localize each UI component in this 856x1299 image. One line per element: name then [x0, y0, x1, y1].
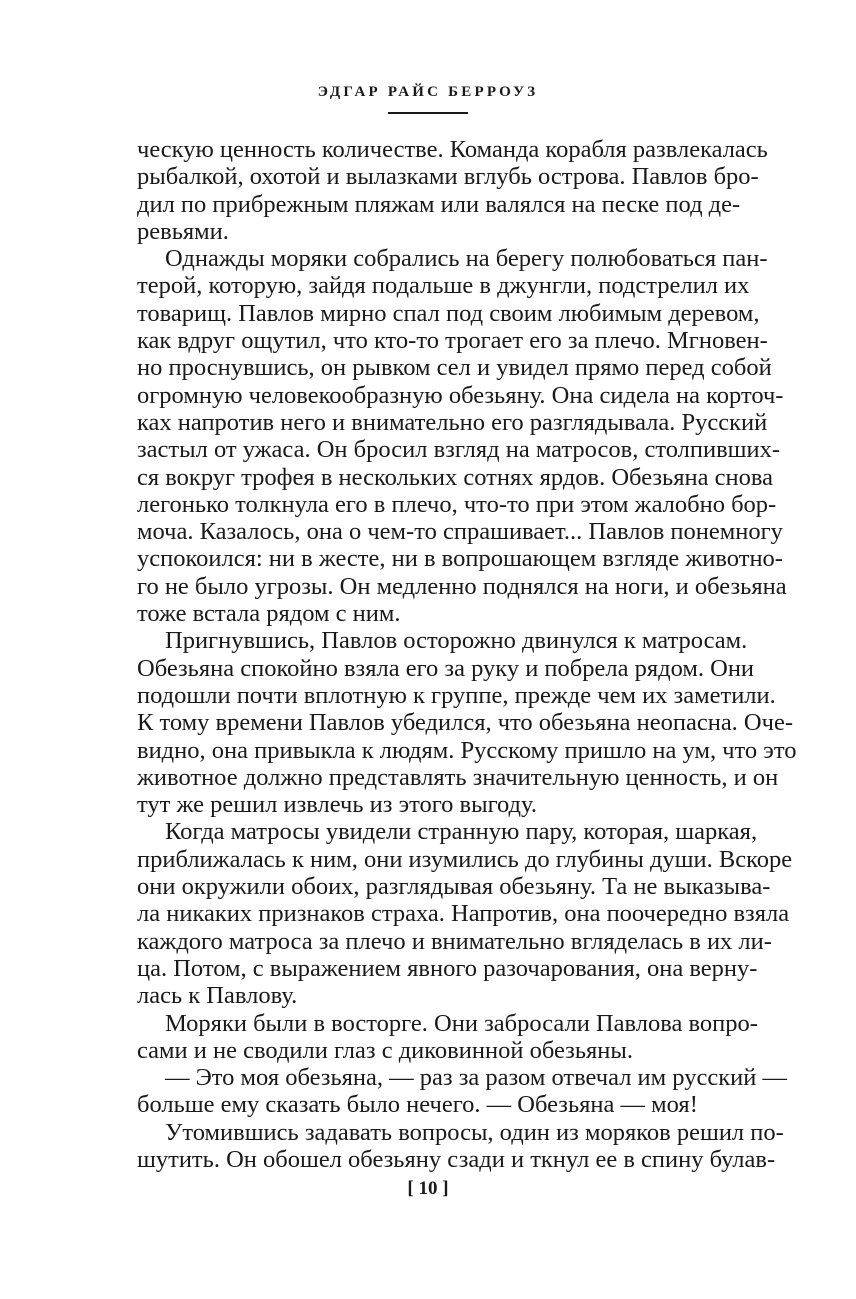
text-line: каждого матроса за плечо и внимательно вгляделась в их ли-: [137, 927, 772, 955]
text-line: больше ему сказать было нечего. — Обезьяна — моя!: [137, 1091, 698, 1119]
text-line: ца. Потом, с выражением явного разочарования, она верну-: [137, 954, 758, 982]
text-line: Однажды моряки собрались на берегу полюбоваться пан-: [165, 245, 768, 273]
text-line: они окружили обоих, разглядывая обезьяну. Та не выказыва-: [137, 873, 771, 901]
text-line: легонько толкнула его в плечо, что-то при этом жалобно бор-: [137, 490, 777, 518]
running-head-author: ЭДГАР РАЙС БЕРРОУЗ: [317, 84, 539, 100]
text-line: шутить. Он обошел обезьяну сзади и ткнул ее в спину булав-: [137, 1145, 776, 1173]
text-line: К тому времени Павлов убедился, что обезьяна неопасна. Оче-: [137, 709, 793, 737]
text-line: ла никаких признаков страха. Напротив, она поочередно взяла: [137, 900, 790, 928]
text-line: тут же решил извлечь из этого выгоду.: [137, 791, 537, 819]
text-line: ся вокруг трофея в нескольких сотнях ярдов. Обезьяна снова: [137, 463, 773, 491]
text-line: огромную человекообразную обезьяну. Она сидела на корточ-: [137, 381, 784, 409]
text-line: ревьями.: [137, 217, 229, 245]
text-line: животное должно представлять значительную ценность, и он: [137, 763, 779, 791]
text-line: сами и не сводили глаз с диковинной обезьяны.: [137, 1036, 633, 1064]
text-line: как вдруг ощутил, что кто-то трогает его за плечо. Мгновен-: [137, 327, 768, 355]
text-line: ках напротив него и внимательно его разглядывала. Русский: [137, 408, 768, 436]
text-line: подошли почти вплотную к группе, прежде чем их заметили.: [137, 681, 776, 709]
text-line: рыбалкой, охотой и вылазками вглубь острова. Павлов бро-: [137, 163, 759, 191]
text-line: успокоился: ни в жесте, ни в вопрошающем взгляде животно-: [137, 545, 783, 573]
body-text: [137, 136, 797, 1173]
text-line: товарищ. Павлов мирно спал под своим любимым деревом,: [137, 299, 760, 327]
text-line: дил по прибрежным пляжам или валялся на песке под де-: [137, 190, 741, 218]
text-line: Моряки были в восторге. Они забросали Павлова вопро-: [165, 1009, 758, 1037]
text-line: — Это моя обезьяна, — раз за разом отвечал им русский —: [165, 1064, 787, 1092]
text-line: ческую ценность количестве. Команда корабля развлекалась: [137, 136, 768, 163]
text-line: го не было угрозы. Он медленно поднялся на ноги, и обезьяна: [137, 572, 787, 600]
text-line: терой, которую, зайдя подальше в джунгли, подстрелил их: [137, 272, 750, 300]
text-line: Утомившись задавать вопросы, один из моряков решил по-: [165, 1118, 784, 1146]
text-line: Когда матросы увидели странную пару, которая, шаркая,: [165, 818, 758, 846]
text-line: но проснувшись, он рывком сел и увидел прямо перед собой: [137, 354, 772, 382]
text-line: застыл от ужаса. Он бросил взгляд на матросов, столпивших-: [137, 436, 781, 464]
text-line: тоже встала рядом с ним.: [137, 600, 401, 628]
header-rule: [388, 112, 468, 114]
text-line: приближалась к ним, они изумились до глубины души. Вскоре: [137, 845, 793, 873]
text-line: моча. Казалось, она о чем-то спрашивает... Павлов понемногу: [137, 518, 783, 546]
text-line: лась к Павлову.: [137, 982, 298, 1010]
text-line: Обезьяна спокойно взяла его за руку и побрела рядом. Они: [137, 654, 755, 682]
page-number: [ 10 ]: [407, 1178, 449, 1199]
text-line: видно, она привыкла к людям. Русскому пришло на ум, что это: [137, 736, 797, 764]
text-line: Пригнувшись, Павлов осторожно двинулся к матросам.: [165, 627, 748, 655]
